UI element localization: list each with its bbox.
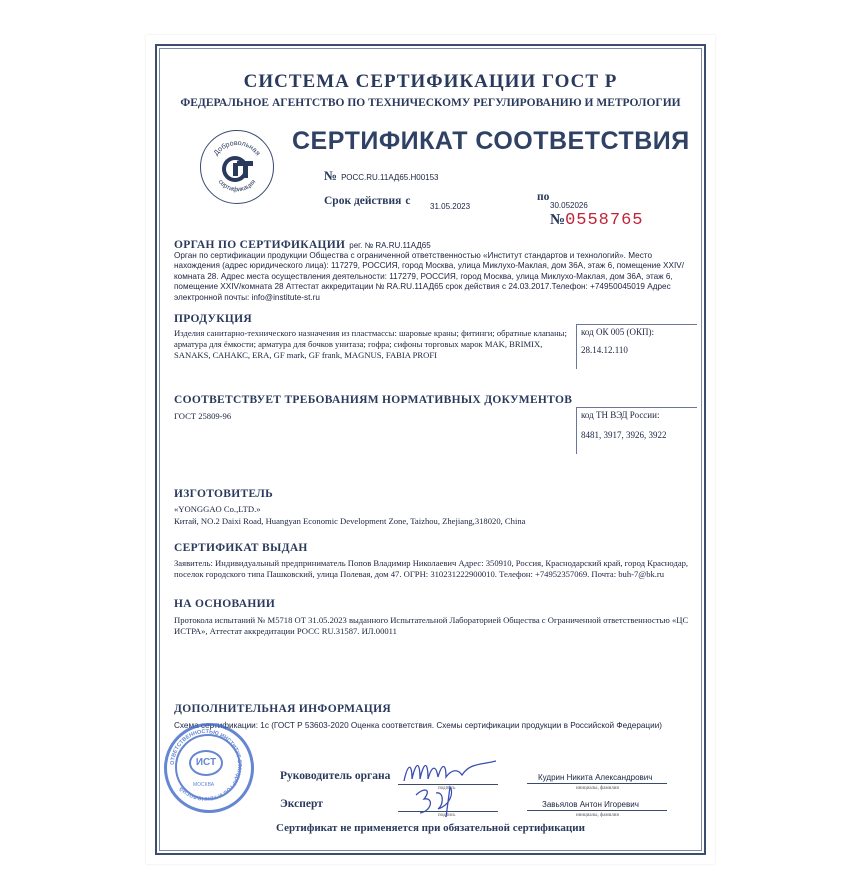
okp-code-label: код ОК 005 (ОКП): bbox=[581, 327, 654, 337]
head-name-caption: инициалы, фамилия bbox=[576, 786, 619, 791]
blank-number: 0558765 bbox=[565, 211, 644, 230]
tnved-code-label: код ТН ВЭД России: bbox=[581, 410, 660, 420]
validity-to-date: 30.052026 bbox=[550, 201, 588, 210]
basis-text: Протокола испытаний № М5718 ОТ 31.05.2023 выданного Испытательной Лабораторией Общества с Ограниченной ответственностью «ЦС ИСТРА», Аттестат аккредитации РОСС RU.31587. ИЛ.00011 bbox=[174, 615, 689, 636]
issued-text: Заявитель: Индивидуальный предприниматель Попов Владимир Николаевич Адрес: 350910, Россия, Краснодарский край, город Краснодар, поселок городского типа Пашковский, улица Полевая, дом 47. ОГРН: 310231222900010. Телефон: +74952357069. Почта: buh-7@bk.ru bbox=[174, 558, 689, 579]
agency-name: ФЕДЕРАЛЬНОЕ АГЕНТСТВО ПО ТЕХНИЧЕСКОМУ РЕГУЛИРОВАНИЮ И МЕТРОЛОГИИ bbox=[180, 97, 681, 109]
expert-name-caption: инициалы, фамилия bbox=[576, 813, 619, 818]
additional-heading: ДОПОЛНИТЕЛЬНАЯ ИНФОРМАЦИЯ bbox=[174, 703, 391, 715]
manufacturer-address: Китай, NO.2 Daixi Road, Huangyan Economic Development Zone, Taizhou, Zhejiang,318020, China bbox=[174, 516, 526, 526]
issued-heading: СЕРТИФИКАТ ВЫДАН bbox=[174, 542, 308, 554]
svg-text:Добровольная bbox=[213, 140, 261, 157]
certificate-number: РОСС.RU.11АД65.Н00153 bbox=[341, 173, 439, 182]
certificate-title: СЕРТИФИКАТ СООТВЕТСТВИЯ bbox=[292, 127, 690, 155]
blank-number-label: № bbox=[550, 212, 566, 228]
conformity-heading: СООТВЕТСТВУЕТ ТРЕБОВАНИЯМ НОРМАТИВНЫХ ДОКУМЕНТОВ bbox=[174, 394, 573, 406]
organ-reg: рег. № RA.RU.11АД65 bbox=[349, 241, 431, 250]
conformity-standard: ГОСТ 25809-96 bbox=[174, 411, 232, 421]
stamp-ring-text: ОТВЕТСТВЕННОСТЬЮ ИНСТИТУТ СТАНДАРТОВ И ТЕХНОЛОГИЙ bbox=[169, 728, 243, 802]
manufacturer-name: «YONGGAO Co.,LTD.» bbox=[174, 504, 261, 514]
validity-from-label: с bbox=[405, 195, 411, 207]
stamp-city: МОСКВА bbox=[193, 782, 215, 788]
organ-text: Орган по сертификации продукции Общества с ограниченной ответственностью «Институт стандартов и технологий». Место нахождения (адрес юридического лица): 117279, РОССИЯ, город Москва, улица Миклухо-Маклая, дом 36А, этаж 6, помещение XXIV/комната 28. Адрес места осуществления деятельности: 117279, РОССИЯ, город Москва, улица Миклухо-Маклая, дом 36А, этаж 6, помещение XXIV/комната 28 Аттестат аккредитации № RA.RU.11АД65 срок действия с 24.03.2017.Телефон: +74950045019 Адрес электронной почты: info@institute-st.ru bbox=[174, 251, 684, 302]
validity-to-label: по bbox=[537, 191, 550, 203]
organ-stamp bbox=[164, 723, 254, 813]
logo-bottom-text: сертификация bbox=[216, 178, 258, 194]
validity-from-date: 31.05.2023 bbox=[430, 202, 471, 211]
number-label: № bbox=[324, 168, 338, 183]
voluntary-certification-logo bbox=[200, 130, 274, 204]
additional-text: Схема сертификации: 1с (ГОСТ Р 53603-2020 Оценка соответствия. Схемы сертификации продукции в Российской Федерации) bbox=[174, 721, 662, 730]
stamp-core-text: ИСТ bbox=[189, 750, 223, 776]
certificate-page bbox=[146, 35, 715, 864]
logo-top-text: Добровольная bbox=[212, 139, 262, 158]
manufacturer-heading: ИЗГОТОВИТЕЛЬ bbox=[174, 488, 274, 500]
basis-heading: НА ОСНОВАНИИ bbox=[174, 598, 276, 610]
head-label: Руководитель органа bbox=[280, 770, 391, 782]
product-text: Изделия санитарно-технического назначения из пластмассы: шаровые краны; фитинги; обратные клапаны; арматура для ёмкости; арматура для бочков унитаза; гофра; сифоны торговых марок MAK, BRIMIX, SANAKS, САНАКС, ERA, GF mark, GF frank, MAGNUS, FABIA PROFI bbox=[174, 328, 567, 360]
footer-note: Сертификат не применяется при обязательной сертификации bbox=[276, 822, 585, 834]
expert-name: Завьялов Антон Игоревич bbox=[542, 800, 639, 809]
expert-label: Эксперт bbox=[280, 798, 323, 810]
organ-heading: ОРГАН ПО СЕРТИФИКАЦИИ bbox=[174, 239, 346, 251]
certification-system-title: СИСТЕМА СЕРТИФИКАЦИИ ГОСТ Р bbox=[243, 71, 618, 92]
validity-label: Срок действия bbox=[324, 195, 402, 207]
expert-signature-caption: подпись bbox=[438, 813, 456, 818]
okp-code-value: 28.14.12.110 bbox=[581, 345, 628, 355]
product-heading: ПРОДУКЦИЯ bbox=[174, 313, 253, 325]
tnved-code-value: 8481, 3917, 3926, 3922 bbox=[581, 430, 667, 440]
expert-signature bbox=[410, 783, 480, 819]
head-name: Кудрин Никита Александрович bbox=[538, 773, 653, 782]
head-signature-caption: подпись bbox=[438, 786, 456, 791]
